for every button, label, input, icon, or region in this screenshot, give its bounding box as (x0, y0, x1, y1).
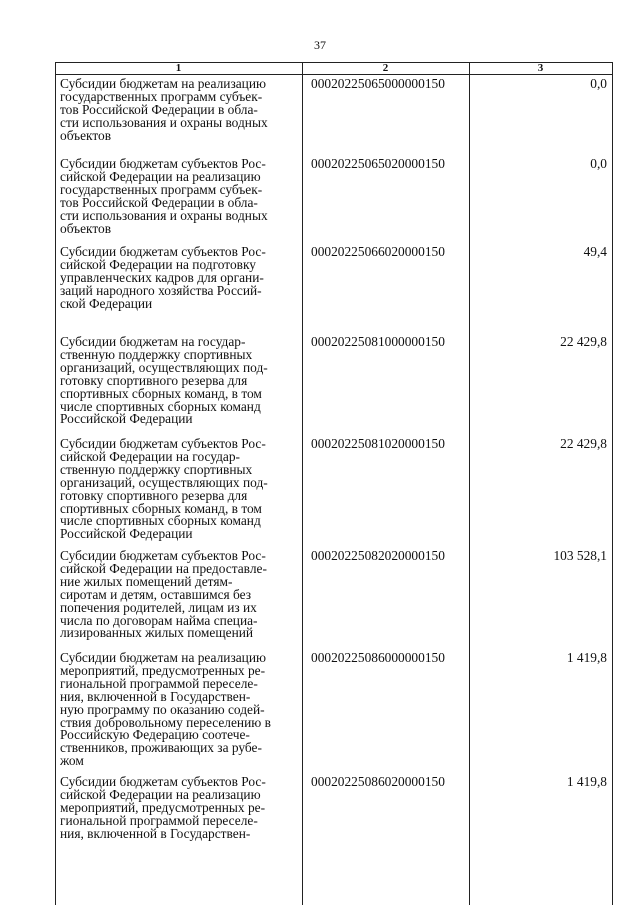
budget-table (55, 62, 613, 905)
page-number: 37 (314, 38, 326, 52)
description-line: ствия добровольному переселению в (60, 714, 271, 730)
row-description (60, 246, 296, 311)
description-line: лизированных жилых помещений (60, 625, 254, 641)
description-line: Субсидии бюджетам на реализацию (60, 76, 267, 91)
description-line: ственную поддержку спортивных (60, 346, 253, 362)
description-line: объектов (60, 127, 112, 143)
description-line: ственников, проживающих за рубе- (60, 740, 262, 756)
column-header-3: 3 (537, 62, 544, 74)
description-line: ской Федерации (60, 295, 153, 311)
row-amount: 0,0 (590, 156, 607, 171)
description-line: организаций, осуществляющих под- (60, 359, 268, 375)
description-line: сти использования и охраны водных (60, 114, 268, 130)
description-line: ния, включенной в Государствен- (60, 688, 251, 704)
row-budget-code: 00020225066020000150 (311, 244, 445, 259)
row-amount: 22 429,8 (560, 436, 607, 451)
description-line: числе спортивных сборных команд (60, 398, 261, 414)
description-line: Российской Федерации (60, 526, 193, 542)
description-line: сийской Федерации на реализацию (60, 168, 261, 184)
description-line: сийской Федерации на подготовку (60, 256, 256, 272)
row-description (60, 550, 296, 640)
description-line: организаций, осуществляющих под- (60, 474, 268, 490)
row-budget-code: 00020225065020000150 (311, 156, 445, 171)
column-header-1: 1 (175, 62, 182, 74)
description-line: готовку спортивного резерва для (60, 372, 248, 388)
row-budget-code: 00020225081020000150 (311, 436, 445, 451)
row-amount: 0,0 (590, 76, 607, 91)
description-line: гиональной программой переселе- (60, 675, 258, 691)
description-line: ственную поддержку спортивных (60, 461, 253, 477)
description-line: тов Российской Федерации в обла- (60, 101, 258, 117)
row-amount: 103 528,1 (553, 548, 607, 563)
description-line: мероприятий, предусмотренных ре- (60, 799, 266, 815)
description-line: Субсидии бюджетам субъектов Рос- (60, 156, 266, 171)
column-header-2: 2 (382, 62, 389, 74)
row-budget-code: 00020225086020000150 (311, 774, 445, 789)
description-line: гиональной программой переселе- (60, 812, 258, 828)
description-line: спортивных сборных команд, в том (60, 500, 262, 516)
description-line: Российской Федерации (60, 411, 193, 427)
row-description (60, 776, 296, 841)
description-line: управленческих кадров для органи- (60, 269, 264, 285)
header-bottom-rule (55, 74, 613, 75)
description-line: числа по договорам найма специа- (60, 612, 258, 628)
description-line: сийской Федерации на реализацию (60, 786, 261, 802)
description-line: сийской Федерации на предоставле- (60, 560, 267, 576)
description-line: ние жилых помещений детям- (60, 573, 233, 589)
column-divider-1 (302, 62, 303, 905)
description-line: числе спортивных сборных команд (60, 513, 261, 529)
row-description (60, 652, 296, 768)
description-line: мероприятий, предусмотренных ре- (60, 662, 266, 678)
row-amount: 1 419,8 (566, 650, 607, 665)
description-line: объектов (60, 220, 112, 236)
row-budget-code: 00020225081000000150 (311, 334, 445, 349)
description-line: спортивных сборных команд, в том (60, 385, 262, 401)
description-line: государственных программ субъек- (60, 88, 263, 104)
description-line: Субсидии бюджетам субъектов Рос- (60, 548, 266, 563)
row-budget-code: 00020225086000000150 (311, 650, 445, 665)
table-right-rule (612, 62, 613, 905)
description-line: заций народного хозяйства Россий- (60, 282, 262, 298)
description-line: ную программу по оказанию содей- (60, 701, 265, 717)
description-line: сти использования и охраны водных (60, 207, 268, 223)
row-description (60, 438, 296, 541)
description-line: сиротам и детям, оставшимся без (60, 586, 252, 602)
description-line: Субсидии бюджетам субъектов Рос- (60, 244, 266, 259)
description-line: тов Российской Федерации в обла- (60, 194, 258, 210)
description-line: Субсидии бюджетам субъектов Рос- (60, 436, 266, 451)
row-amount: 1 419,8 (566, 774, 607, 789)
row-description (60, 336, 296, 426)
description-line: Российскую Федерацию соотече- (60, 727, 250, 743)
description-line: государственных программ субъек- (60, 181, 263, 197)
row-description (60, 78, 296, 143)
row-budget-code: 00020225065000000150 (311, 76, 445, 91)
row-description (60, 158, 296, 235)
row-amount: 22 429,8 (560, 334, 607, 349)
row-amount: 49,4 (583, 244, 607, 259)
description-line: ния, включенной в Государствен- (60, 825, 251, 841)
table-left-rule (55, 62, 56, 905)
description-line: Субсидии бюджетам на реализацию (60, 650, 267, 665)
description-line: готовку спортивного резерва для (60, 487, 248, 503)
description-line: Субсидии бюджетам на государ- (60, 334, 246, 349)
description-line: жом (60, 753, 84, 769)
description-line: попечения родителей, лицам из их (60, 599, 257, 615)
description-line: Субсидии бюджетам субъектов Рос- (60, 774, 266, 789)
description-line: сийской Федерации на государ- (60, 448, 241, 464)
row-budget-code: 00020225082020000150 (311, 548, 445, 563)
